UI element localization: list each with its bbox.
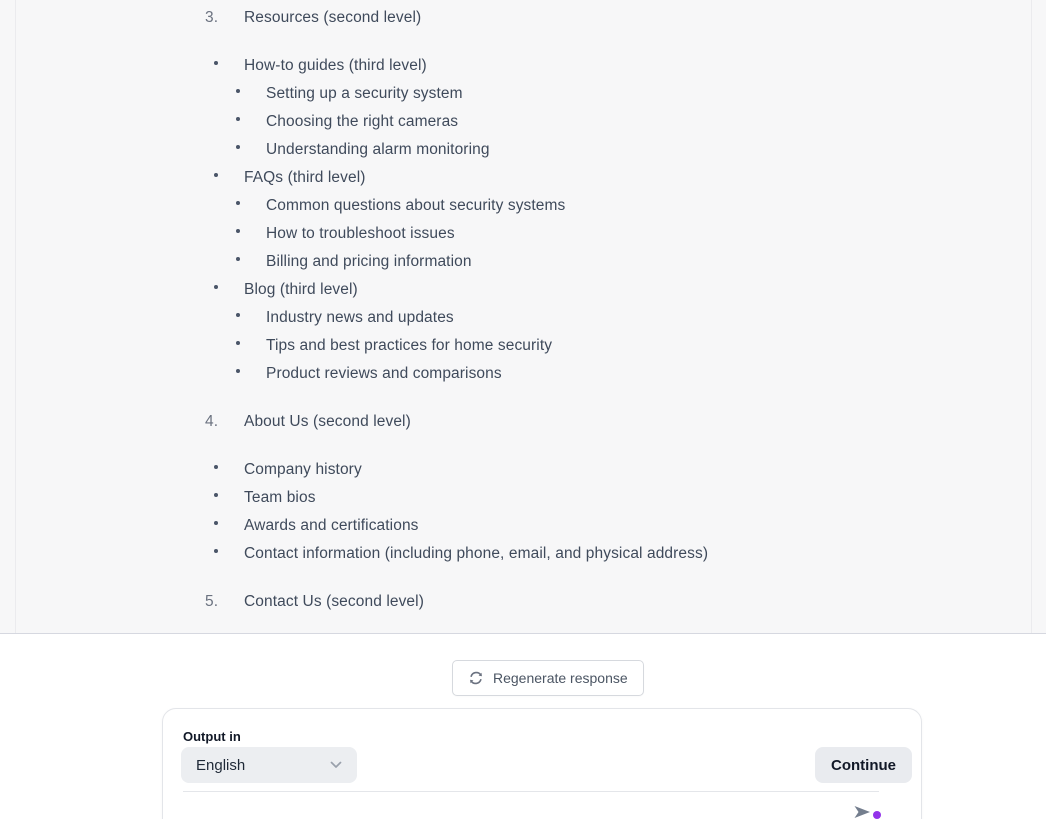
bullet-item bbox=[205, 108, 1026, 136]
bullet-group bbox=[205, 52, 1026, 388]
bullet-item bbox=[205, 484, 1026, 512]
accent-dot-icon bbox=[873, 811, 881, 819]
bullet-item bbox=[205, 192, 1026, 220]
bullet-item bbox=[205, 164, 1026, 192]
bullet-item-label: Product reviews and comparisons bbox=[266, 365, 502, 382]
regenerate-response-label: Regenerate response bbox=[493, 670, 628, 686]
bullet-item-label: Contact information (including phone, email, and physical address) bbox=[244, 545, 709, 562]
bullet-item bbox=[205, 512, 1026, 540]
bullet-item-label: How to troubleshoot issues bbox=[266, 225, 455, 242]
list-number: 4. bbox=[205, 413, 219, 430]
numbered-item-label: Contact Us (second level) bbox=[244, 593, 424, 610]
bullet-item bbox=[205, 80, 1026, 108]
chevron-down-icon bbox=[330, 761, 342, 769]
bullet-item bbox=[205, 248, 1026, 276]
bullet-group bbox=[205, 456, 1026, 568]
bullet-item-label: Team bios bbox=[244, 489, 316, 506]
bullet-item bbox=[205, 332, 1026, 360]
composer-card bbox=[162, 708, 922, 819]
bullet-item bbox=[205, 360, 1026, 388]
bullet-item-label: Setting up a security system bbox=[266, 85, 463, 102]
bullet-item bbox=[205, 276, 1026, 304]
bullet-item bbox=[205, 136, 1026, 164]
list-number: 3. bbox=[205, 9, 219, 26]
continue-label: Continue bbox=[831, 756, 896, 774]
numbered-item-label: Resources (second level) bbox=[244, 9, 422, 26]
bullet-item-label: Billing and pricing information bbox=[266, 253, 472, 270]
bullet-item-label: Tips and best practices for home security bbox=[266, 337, 553, 354]
bullet-item-label: Blog (third level) bbox=[244, 281, 358, 298]
send-arrow-icon bbox=[854, 805, 871, 819]
language-selected-value: English bbox=[196, 756, 246, 774]
regenerate-response-button[interactable] bbox=[452, 660, 644, 696]
list-number: 5. bbox=[205, 593, 219, 610]
bullet-item bbox=[205, 304, 1026, 332]
numbered-item-label: About Us (second level) bbox=[244, 413, 411, 430]
bullet-item-label: Industry news and updates bbox=[266, 309, 454, 326]
bullet-item-label: Understanding alarm monitoring bbox=[266, 141, 490, 158]
composer-divider bbox=[183, 791, 879, 792]
bullet-item-label: How-to guides (third level) bbox=[244, 57, 427, 74]
refresh-icon bbox=[468, 670, 484, 686]
bullet-item bbox=[205, 52, 1026, 80]
numbered-item bbox=[205, 4, 1026, 32]
bullet-item-label: Company history bbox=[244, 461, 362, 478]
bullet-item-label: FAQs (third level) bbox=[244, 169, 366, 186]
bullet-item-label: Choosing the right cameras bbox=[266, 113, 459, 130]
language-select[interactable] bbox=[181, 747, 357, 783]
numbered-item bbox=[205, 408, 1026, 436]
bullet-item bbox=[205, 540, 1026, 568]
bullet-item-label: Awards and certifications bbox=[244, 517, 419, 534]
numbered-item bbox=[205, 588, 1026, 616]
bullet-item bbox=[205, 456, 1026, 484]
bullet-item bbox=[205, 220, 1026, 248]
output-in-label: Output in bbox=[183, 729, 241, 744]
continue-button[interactable] bbox=[815, 747, 912, 783]
bullet-item-label: Common questions about security systems bbox=[266, 197, 566, 214]
send-button[interactable] bbox=[854, 805, 881, 819]
